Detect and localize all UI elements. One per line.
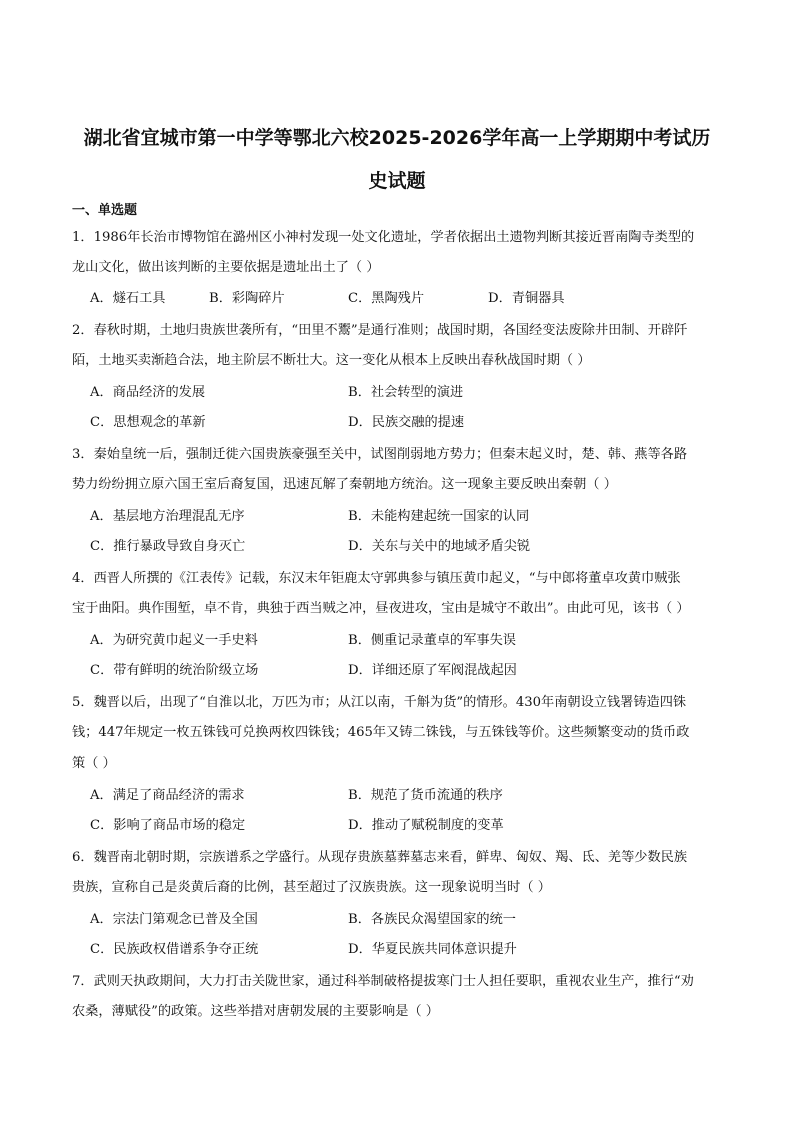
question-5-line-2: 钱；447年规定一枚五铢钱可兑换两枚四铢钱；465年又铸二铢钱，与五铢钱等价。这些频繁变动的货币政 bbox=[72, 725, 690, 740]
question-4-line-1: 4．西晋人所撰的《江表传》记载，东汉末年钜鹿太守郭典参与镇压黄巾起义，“与中郎将董卓攻黄巾贼张 bbox=[72, 571, 681, 586]
question-3-line-2: 势力纷纷拥立原六国王室后裔复国，迅速瓦解了秦朝地方统治。这一现象主要反映出秦朝（ ） bbox=[72, 477, 617, 492]
question-7-line-1: 7．武则天执政期间，大力打击关陇世家，通过科举制破格提拔寒门士人担任要职，重视农业生产，推行“劝 bbox=[72, 974, 694, 989]
question-5-line-1: 5．魏晋以后，出现了“自淮以北，万匹为市；从江以南，千斛为货”的情形。430年南朝设立钱署铸造四铢 bbox=[72, 695, 687, 710]
question-2-line-2: 陌，土地买卖渐趋合法，地主阶层不断壮大。这一变化从根本上反映出春秋战国时期（ ） bbox=[72, 353, 591, 368]
question-2-option-d[interactable]: D．民族交融的提速 bbox=[348, 415, 465, 430]
question-6-line-1: 6．魏晋南北朝时期，宗族谱系之学盛行。从现存贵族墓葬墓志来看，鲜卑、匈奴、羯、氐、羌等少数民族 bbox=[72, 850, 688, 865]
exam-title-line1: 湖北省宜城市第一中学等鄂北六校2025-2026学年高一上学期期中考试历 bbox=[83, 127, 711, 149]
question-6-option-c[interactable]: C．民族政权借谱系争夺正统 bbox=[90, 942, 259, 957]
question-5-option-a[interactable]: A．满足了商品经济的需求 bbox=[90, 788, 245, 803]
question-4-option-c[interactable]: C．带有鲜明的统治阶级立场 bbox=[90, 663, 259, 678]
question-1-option-b[interactable]: B．彩陶碎片 bbox=[209, 291, 285, 306]
question-6-option-d[interactable]: D．华夏民族共同体意识提升 bbox=[348, 942, 517, 957]
question-5-option-c[interactable]: C．影响了商品市场的稳定 bbox=[90, 818, 246, 833]
question-3-line-1: 3．秦始皇统一后，强制迁徙六国贵族豪强至关中，试图削弱地方势力；但秦末起义时，楚、韩、燕等各路 bbox=[72, 447, 688, 462]
section-heading: 一、单选题 bbox=[72, 203, 138, 218]
question-6-option-a[interactable]: A．宗法门第观念已普及全国 bbox=[90, 912, 258, 927]
question-4-line-2: 宝于曲阳。典作围堑，卓不肯，典独于西当贼之冲，昼夜进攻，宝由是城守不敢出”。由此可见，该书（ ） bbox=[72, 601, 690, 616]
question-5-option-b[interactable]: B．规范了货币流通的秩序 bbox=[348, 788, 503, 803]
question-6-line-2: 贵族，宣称自己是炎黄后裔的比例，甚至超过了汉族贵族。这一现象说明当时（ ） bbox=[72, 880, 551, 895]
question-2-line-1: 2．春秋时期，土地归贵族世袭所有，“田里不鬻”是通行准则；战国时期，各国经变法废除井田制、开辟阡 bbox=[72, 323, 688, 338]
question-3-option-c[interactable]: C．推行暴政导致自身灭亡 bbox=[90, 539, 246, 554]
question-2-option-c[interactable]: C．思想观念的革新 bbox=[90, 415, 206, 430]
question-4-option-a[interactable]: A．为研究黄巾起义一手史料 bbox=[90, 633, 258, 648]
question-3-option-b[interactable]: B．未能构建起统一国家的认同 bbox=[348, 509, 530, 524]
question-5-option-d[interactable]: D．推动了赋税制度的变革 bbox=[348, 818, 504, 833]
question-6-option-b[interactable]: B．各族民众渴望国家的统一 bbox=[348, 912, 516, 927]
question-1-line-2: 龙山文化，做出该判断的主要依据是遗址出土了（ ） bbox=[72, 260, 380, 275]
question-2-option-b[interactable]: B．社会转型的演进 bbox=[348, 385, 464, 400]
question-2-option-a[interactable]: A．商品经济的发展 bbox=[90, 385, 206, 400]
question-7-line-2: 农桑，薄赋役”的政策。这些举措对唐朝发展的主要影响是（ ） bbox=[72, 1004, 439, 1019]
exam-title-line2: 史试题 bbox=[368, 170, 426, 192]
question-4-option-b[interactable]: B．侧重记录董卓的军事失误 bbox=[348, 633, 516, 648]
question-5-line-3: 策（ ） bbox=[72, 756, 116, 771]
question-3-option-a[interactable]: A．基层地方治理混乱无序 bbox=[90, 509, 245, 524]
question-1-option-d[interactable]: D．青铜器具 bbox=[488, 291, 565, 306]
question-1-option-a[interactable]: A．燧石工具 bbox=[90, 291, 166, 306]
question-3-option-d[interactable]: D．关东与关中的地域矛盾尖锐 bbox=[348, 539, 531, 554]
question-1-line-1: 1．1986年长治市博物馆在潞州区小神村发现一处文化遗址，学者依据出土遗物判断其接近晋南陶寺类型的 bbox=[72, 230, 695, 245]
question-1-option-c[interactable]: C．黑陶残片 bbox=[348, 291, 425, 306]
question-4-option-d[interactable]: D．详细还原了军阀混战起因 bbox=[348, 663, 517, 678]
